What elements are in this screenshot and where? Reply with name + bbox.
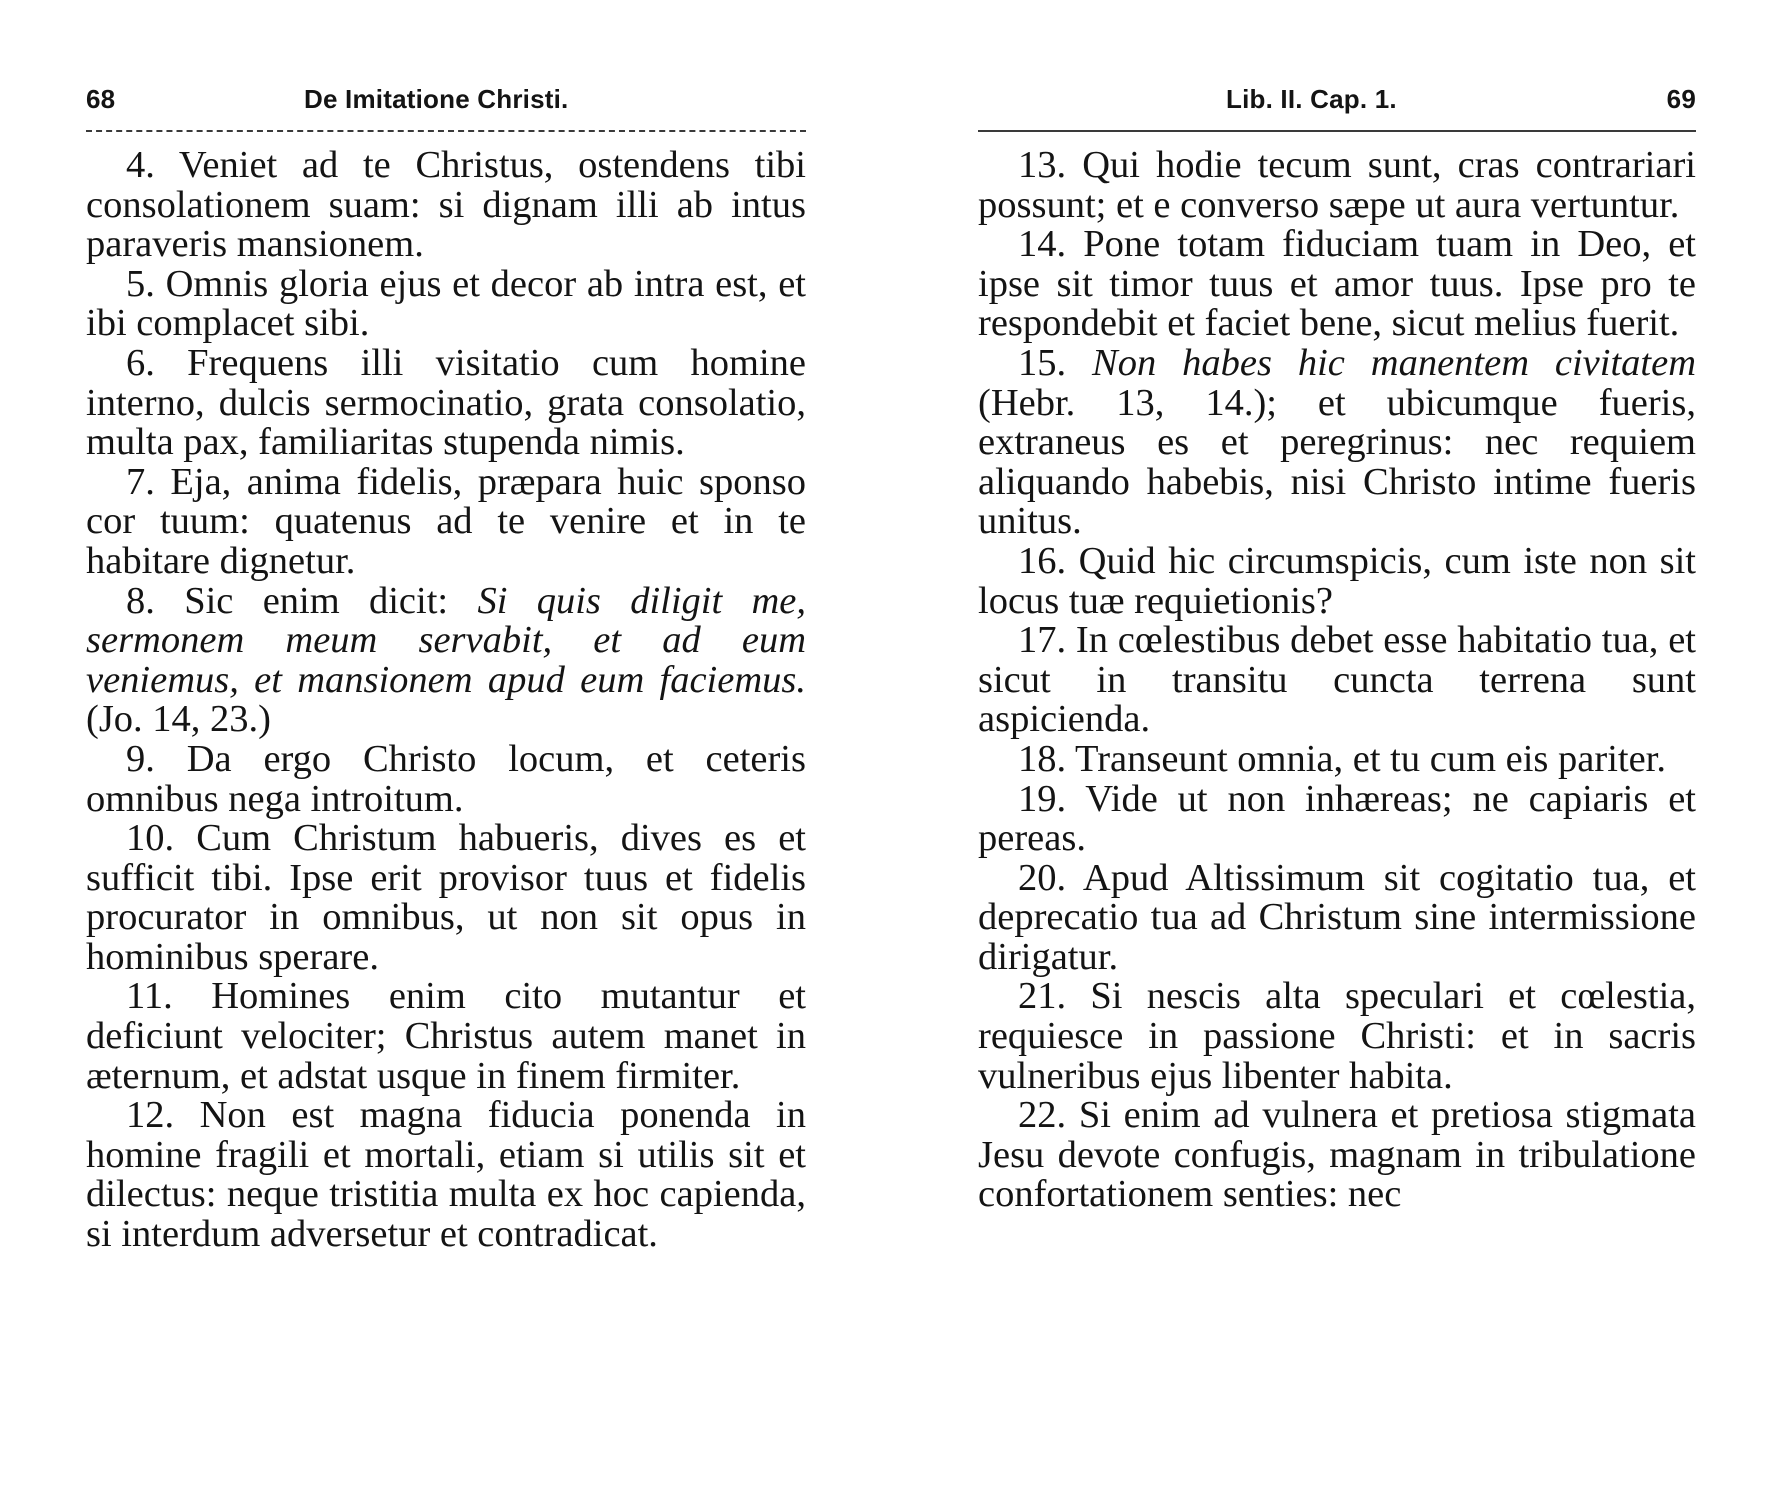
paragraph-4: 4. Veniet ad te Christus, ostendens tibi consolationem suam: si dignam illi ab intus paraveris mansionem. [86,144,806,266]
paragraph-10: 10. Cum Christum habueris, dives es et sufficit tibi. Ipse erit provisor tuus et fidelis procurator in omnibus, ut non sit opus in hominibus sperare. [86,817,806,978]
paragraph-11: 11. Homines enim cito mutantur et deficiunt velociter; Christus autem manet in æternum, et adstat usque in finem firmiter. [86,975,806,1097]
paragraph-16: 16. Quid hic circumspicis, cum iste non sit locus tuæ requietionis? [978,539,1696,622]
paragraph-19: 19. Vide ut non inhæreas; ne capiaris et pereas. [978,777,1696,860]
right-page-number: 69 [1666,84,1696,114]
scripture-reference: (Jo. 14, 23.) [86,698,271,741]
right-page-text [978,146,1696,1215]
paragraph-12: 12. Non est magna fiducia ponenda in homine fragili et mortali, etiam si utilis sit et dilectus: neque tristitia multa ex hoc capienda, si interdum adversetur et contradicat. [86,1094,806,1256]
paragraph-13: 13. Qui hodie tecum sunt, cras contrariari possunt; et e converso sæpe ut aura vertuntur. [978,144,1696,226]
right-running-title: Lib. II. Cap. 1. [1226,84,1397,114]
left-page [86,0,806,1500]
paragraph-17: 17. In cœlestibus debet esse habitatio tua, et sicut in transitu cuncta terrena sunt aspicienda. [978,619,1696,741]
left-running-title: De Imitatione Christi. [304,84,569,114]
left-running-header [86,84,806,124]
paragraph-20: 20. Apud Altissimum sit cogitatio tua, et deprecatio tua ad Christum sine intermissione dirigatur. [978,856,1696,978]
right-header-rule [978,130,1696,132]
right-running-header [978,84,1696,124]
paragraph-14: 14. Pone totam fiduciam tuam in Deo, et ipse sit timor tuus et amor tuus. Ipse pro te respondebit et faciet bene, sicut melius fuerit. [978,223,1696,345]
paragraph-15: 15. Non habes hic manentem civitatem (Hebr. 13, 14.); et ubicumque fueris, extraneus es et peregrinus: nec requiem aliquando habebis, nisi Christo intime fueris unitus. [978,341,1696,543]
right-page [978,0,1696,1500]
scripture-quote-italic: Si quis diligit me, sermonem meum servabit, et ad eum veniemus, et mansionem apud eum faciemus. [86,579,806,701]
scripture-quote-italic: Non habes hic manentem civitatem [1092,341,1696,384]
scripture-reference: (Hebr. 13, 14.); et ubicumque fueris, extraneus es et peregrinus: nec requiem aliquando habebis, nisi Christo intime fueris unitus. [978,381,1696,543]
paragraph-18: 18. Transeunt omnia, et tu cum eis pariter. [1018,737,1666,780]
paragraph-8: 8. Sic enim dicit: Si quis diligit me, sermonem meum servabit, et ad eum veniemus, et mansionem apud eum faciemus. (Jo. 14, 23.) [86,579,806,741]
left-page-number: 68 [86,84,116,114]
left-page-text [86,146,806,1255]
paragraph-22: 22. Si enim ad vulnera et pretiosa stigmata Jesu devote confugis, magnam in tribulatione confortationem senties: nec [978,1094,1696,1216]
paragraph-21: 21. Si nescis alta speculari et cœlestia, requiesce in passione Christi: et in sacris vulneribus ejus libenter habita. [978,975,1696,1097]
paragraph-6: 6. Frequens illi visitatio cum homine interno, dulcis sermocinatio, grata consolatio, multa pax, familiaritas stupenda nimis. [86,341,806,464]
paragraph-7: 7. Eja, anima fidelis, præpara huic sponso cor tuum: quatenus ad te venire et in te habitare dignetur. [86,460,806,582]
left-header-rule [86,130,806,132]
paragraph-9: 9. Da ergo Christo locum, et ceteris omnibus nega introitum. [86,737,806,820]
paragraph-5: 5. Omnis gloria ejus et decor ab intra est, et ibi complacet sibi. [86,262,806,345]
